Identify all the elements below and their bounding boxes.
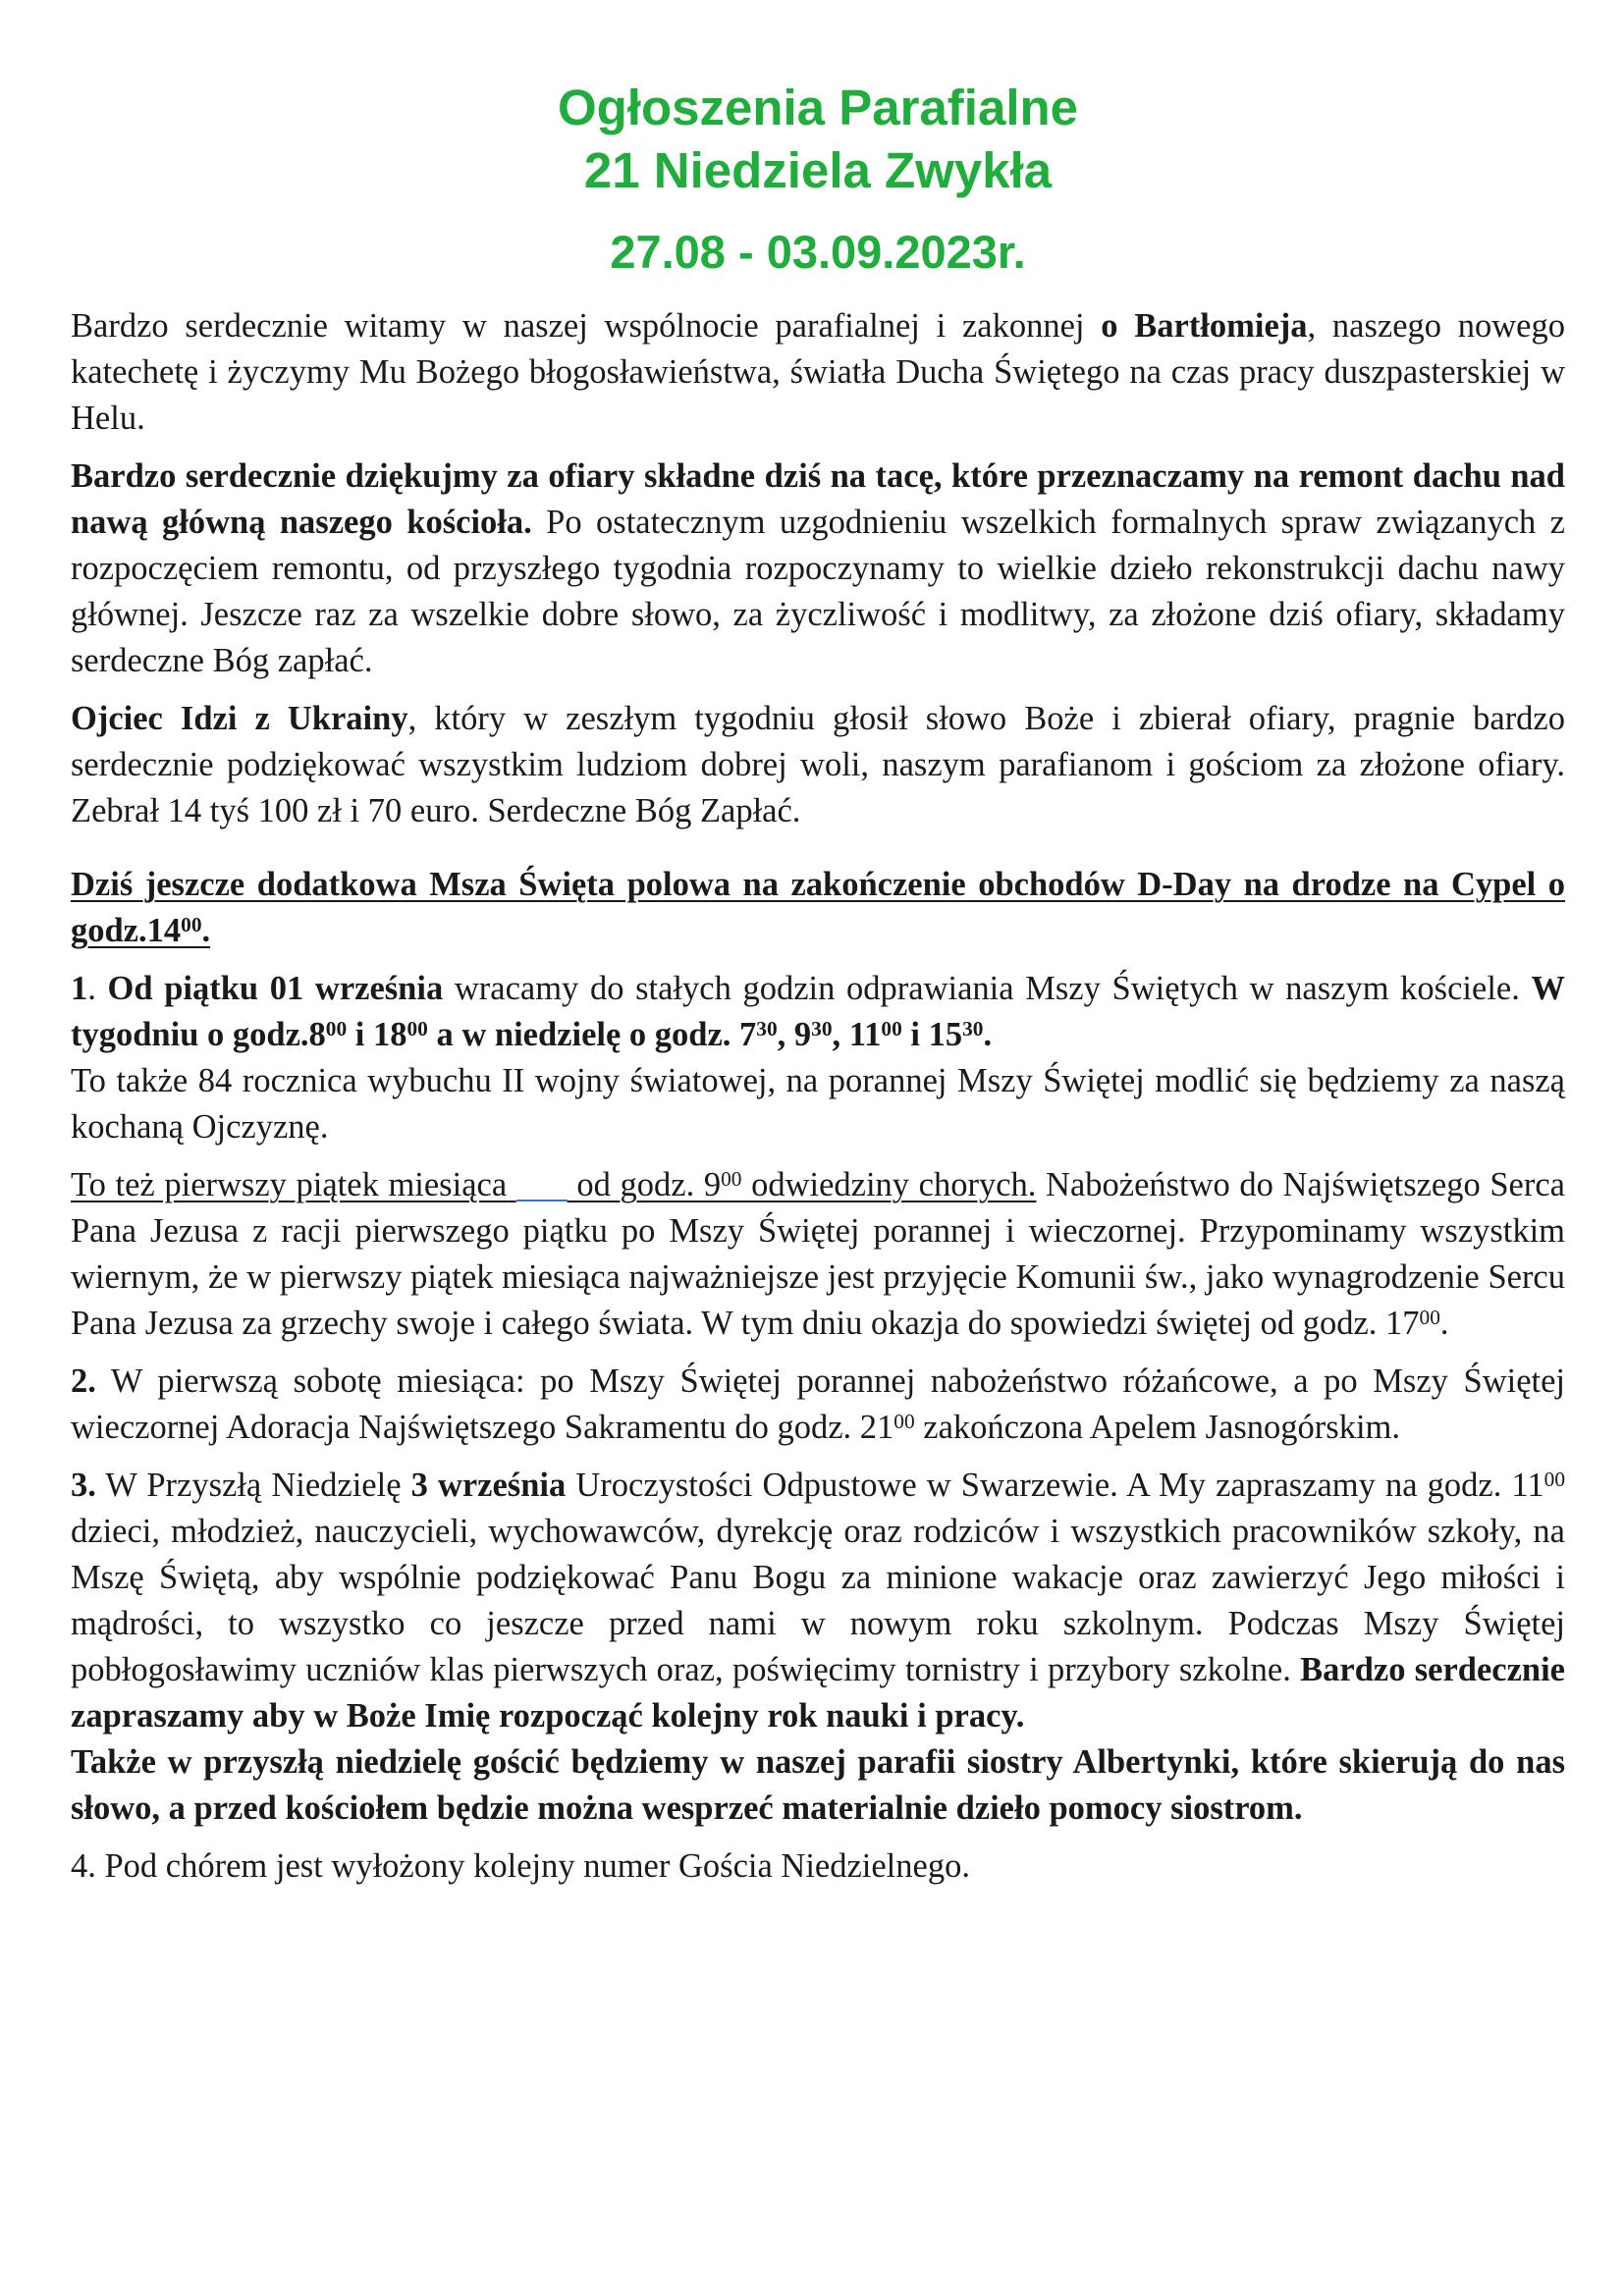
paragraph-first-friday [71,1162,1565,1347]
text: To także 84 rocznica wybuchu II wojny światowej, na porannej Mszy Świętej modlić się będziemy za naszą kochaną Ojczyznę. [71,1062,1565,1146]
bold-text: Bardzo serdecznie dziękujmy za ofiary składne dziś na tacę, które przeznaczamy na remont dachu nad nawą główną naszego kościoła. [71,457,1565,541]
bold-text: Bardzo serdecznie zapraszamy aby w Boże Imię rozpocząć kolejny rok nauki i pracy. [71,1651,1565,1735]
page-title [71,77,1565,202]
item-number: 1 [71,970,88,1007]
paragraph-dday-mass [71,862,1565,954]
text: , 9 [777,1016,812,1053]
text: od godz. 9 [576,1166,722,1203]
superscript: 00 [406,1017,428,1041]
bold-text: Także w przyszłą niedzielę gościć będziemy w naszej parafii siostry Albertynki, które skierują do nas słowo, a przed kościołem będzie można wesprzeć materialnie dzieło pomocy siostrom. [71,1743,1565,1827]
paragraph-ukraine [71,696,1565,834]
underline-mark [516,1200,568,1201]
text: . [1439,1305,1449,1342]
text: . [201,912,211,949]
item-number: 3. [71,1467,96,1504]
superscript: 00 [1419,1306,1440,1330]
bold-name: o Bartłomieja [1101,307,1308,345]
paragraph-welcome [71,303,1565,442]
text: , naszego nowego katechetę i życzymy Mu Bożego błogosławieństwa, światła Ducha Świętego na czas pracy duszpasterskiej w Helu. [71,307,1565,437]
text: wracamy do stałych godzin odprawiania Mszy Świętych w naszym kościele. [443,970,1532,1007]
text: Bardzo serdecznie witamy w naszej wspólnocie parafialnej i zakonnej [71,307,1102,345]
text: zakończona Apelem Jasnogórskim. [914,1409,1401,1446]
superscript: 30 [811,1017,833,1041]
paragraph-item-1 [71,966,1565,1058]
paragraph-albertynki [71,1739,1565,1832]
text: Uroczystości Odpustowe w Swarzewie. A My zapraszamy na godz. 11 [566,1467,1544,1504]
item-number: 2. [71,1362,96,1400]
superscript: 00 [721,1167,742,1192]
paragraph-item-3 [71,1463,1565,1739]
paragraph-ww2-anniversary [71,1058,1565,1150]
superscript: 30 [962,1017,984,1041]
text: W tygodniu o godz.8 [71,970,1565,1053]
text: Nabożeństwo do Najświętszego Serca Pana Jezusa z racji pierwszego piątku po Mszy Świętej porannej i wieczornej. Przypominamy wszystkim wiernym, że w pierwszy piątek miesiąca najważniejsze jest przyjęcie Komunii św., jako wynagrodzenie Sercu Pana Jezusa za grzechy swoje i całego świata. W tym dniu okazja do spowiedzi świętej od godz. 17 [71,1166,1565,1342]
text: , który w zeszłym tygodniu głosił słowo Boże i zbierał ofiary, pragnie bardzo serdecznie podziękować wszystkim ludziom dobrej woli, naszym parafianom i gościom za złożone ofiary. Zebrał 14 tyś 100 zł i 70 euro. Serdeczne Bóg Zapłać. [71,700,1565,829]
paragraph-offerings [71,454,1565,684]
text: Dziś jeszcze dodatkowa Msza Święta polowa na zakończenie obchodów D-Day na drodze na Cypel o godz.14 [71,866,1565,949]
superscript: 00 [325,1017,348,1041]
text: i 18 [347,1016,407,1053]
bold-name: Ojciec Idzi z Ukrainy [71,700,408,737]
superscript: 00 [1543,1468,1566,1492]
superscript: 00 [893,1410,915,1434]
title-line-1: Ogłoszenia Parafialne [557,80,1079,135]
text: . [87,970,108,1007]
text: Po ostatecznym uzgodnieniu wszelkich formalnych spraw związanych z rozpoczęciem remontu, od przyszłego tygodnia rozpoczynamy to wielkie dzieło rekonstrukcji dachu nawy głównej. Jeszcze raz za wszelkie dobre słowo, za życzliwość i modlitwy, za złożone dziś ofiary, składamy serdeczne Bóg zapłać. [71,504,1565,679]
bold-text: Od piątku 01 września [107,970,444,1007]
text: i 15 [901,1016,963,1053]
date-range: 27.08 - 03.09.2023r. [610,226,1026,278]
text: . [983,1016,993,1053]
text: odwiedziny chorych. [741,1166,1037,1203]
superscript: 00 [881,1017,902,1041]
text: dzieci, młodzież, nauczycieli, wychowawców, dyrekcję oraz rodziców i wszystkich pracowników szkoły, na Mszę Świętą, aby wspólnie podziękować Panu Bogu za minione wakacje oraz zawierzyć Jego miłości i mądrości, to wszystko co jeszcze przed nami w nowym roku szkolnym. Podczas Mszy Świętej pobłogosławimy uczniów klas pierwszych oraz, poświęcimy tornistry i przybory szkolne. [71,1513,1565,1688]
text: 4. Pod chórem jest wyłożony kolejny numer Gościa Niedzielnego. [71,1847,970,1885]
text: , 11 [832,1016,882,1053]
paragraph-item-4 [71,1843,1565,1890]
text: To też pierwszy piątek miesiąca [71,1166,508,1203]
text: a w niedzielę o godz. 7 [427,1016,757,1053]
text: W Przyszłą Niedzielę [95,1467,411,1504]
paragraph-item-2 [71,1359,1565,1451]
bold-date: 3 września [410,1467,567,1504]
superscript: 30 [756,1017,778,1041]
title-line-2: 21 Niedziela Zwykła [583,142,1053,198]
superscript: 00 [181,913,202,937]
text: W pierwszą sobotę miesiąca: po Mszy Świętej porannej nabożeństwo różańcowe, a po Mszy Świętej wieczornej Adoracja Najświętszego Sakramentu do godz. 21 [71,1362,1565,1446]
